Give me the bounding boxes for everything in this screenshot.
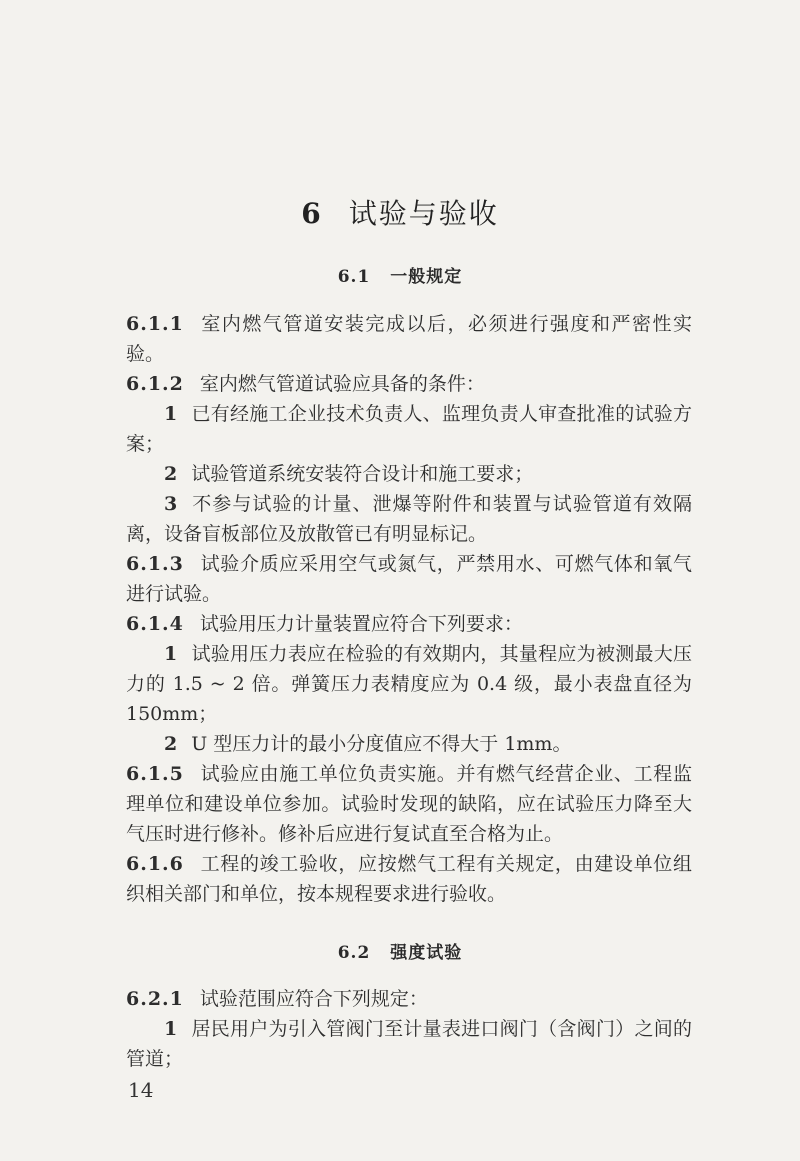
clause-number: 6.1.3 [126, 553, 184, 575]
list-item [126, 489, 692, 549]
clause-number: 6.1.4 [126, 613, 184, 635]
section-title-6-2 [0, 938, 800, 963]
clause-6-1-4 [126, 609, 692, 639]
clause-6-1-3 [126, 549, 692, 609]
item-number: 1 [164, 403, 178, 425]
item-text: U 型压力计的最小分度值应不得大于 1mm。 [191, 733, 572, 755]
list-item [126, 729, 692, 759]
clause-6-2-1 [126, 984, 692, 1014]
clause-number: 6.1.6 [126, 853, 184, 875]
list-item [126, 1014, 692, 1074]
section-number: 6.2 [337, 943, 371, 963]
clause-text: 试验介质应采用空气或氮气，严禁用水、可燃气体和氧气进行试验。 [126, 553, 692, 605]
item-number: 1 [164, 1018, 178, 1040]
section-title-text: 一般规定 [390, 267, 463, 287]
clause-text: 工程的竣工验收，应按燃气工程有关规定，由建设单位组织相关部门和单位，按本规程要求进行验收。 [126, 853, 692, 905]
item-text: 试验管道系统安装符合设计和施工要求； [191, 463, 534, 485]
chapter-number: 6 [301, 197, 323, 230]
item-number: 2 [164, 733, 178, 755]
clause-text: 试验应由施工单位负责实施。并有燃气经营企业、工程监理单位和建设单位参加。试验时发现的缺陷，应在试验压力降至大气压时进行修补。修补后应进行复试直至合格为止。 [126, 763, 692, 845]
chapter-title [0, 192, 800, 232]
item-number: 2 [164, 463, 178, 485]
item-number: 3 [164, 493, 178, 515]
clause-number: 6.1.5 [126, 763, 184, 785]
clause-number: 6.1.1 [126, 313, 184, 335]
clause-6-1-1 [126, 309, 692, 369]
clause-6-1-6 [126, 849, 692, 909]
section-title-text: 强度试验 [390, 943, 463, 963]
clause-text: 试验范围应符合下列规定： [199, 988, 428, 1010]
section-title-6-1 [0, 262, 800, 287]
item-text: 已有经施工企业技术负责人、监理负责人审查批准的试验方案； [126, 403, 692, 455]
list-item [126, 639, 692, 729]
list-item [126, 459, 692, 489]
clause-6-1-2 [126, 369, 692, 399]
section-6-2-body [126, 984, 692, 1074]
clause-number: 6.1.2 [126, 373, 184, 395]
clause-text: 室内燃气管道安装完成以后，必须进行强度和严密性实验。 [126, 313, 692, 365]
clause-text: 试验用压力计量装置应符合下列要求： [199, 613, 523, 635]
item-text: 居民用户为引入管阀门至计量表进口阀门（含阀门）之间的管道； [126, 1018, 692, 1070]
item-text: 不参与试验的计量、泄爆等附件和装置与试验管道有效隔离，设备盲板部位及放散管已有明显标记。 [126, 493, 692, 545]
list-item [126, 399, 692, 459]
clause-6-1-5 [126, 759, 692, 849]
section-6-1-body [126, 309, 692, 909]
item-number: 1 [164, 643, 178, 665]
page-number: 14 [128, 1078, 154, 1102]
section-number: 6.1 [337, 267, 371, 287]
clause-number: 6.2.1 [126, 988, 184, 1010]
clause-text: 室内燃气管道试验应具备的条件： [199, 373, 485, 395]
item-text: 试验用压力表应在检验的有效期内，其量程应为被测最大压力的 1.5 ~ 2 倍。弹簧压力表精度应为 0.4 级，最小表盘直径为 150mm； [126, 643, 692, 725]
chapter-title-text: 试验与验收 [348, 197, 499, 230]
